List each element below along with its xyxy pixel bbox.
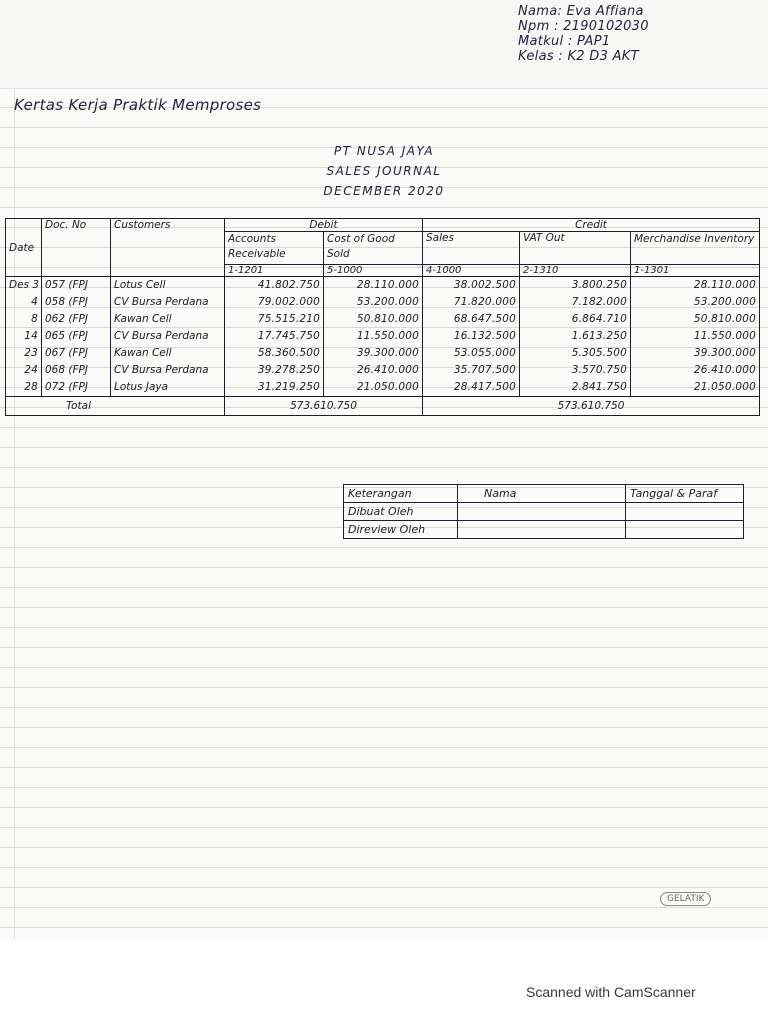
cell-sales: 71.820.000 (423, 294, 520, 311)
approval-header-name: Nama (458, 485, 626, 503)
student-class: Kelas : K2 D3 AKT (518, 49, 639, 64)
cell-doc: 068 (FPJ (42, 362, 111, 379)
approval-made-by-name (458, 503, 626, 521)
page-header-area (0, 0, 768, 89)
approval-table (343, 484, 744, 539)
cell-inventory: 21.050.000 (631, 379, 760, 397)
worksheet-title: Kertas Kerja Praktik Memproses (14, 96, 262, 114)
cell-date: 8 (6, 311, 42, 328)
cell-customer: Lotus Jaya (111, 379, 225, 397)
cell-vat: 6.864.710 (520, 311, 631, 328)
cell-doc: 057 (FPJ (42, 277, 111, 295)
cell-ar: 39.278.250 (225, 362, 324, 379)
cell-inventory: 28.110.000 (631, 277, 760, 295)
student-info (518, 4, 649, 64)
header-vat-out: VAT Out (520, 232, 631, 265)
cell-sales: 16.132.500 (423, 328, 520, 345)
header-debit: Debit (225, 219, 423, 232)
table-row (6, 294, 760, 311)
cell-inventory: 11.550.000 (631, 328, 760, 345)
paper-brand-logo: GELATIK (660, 892, 711, 906)
approval-made-by: Dibuat Oleh (344, 503, 458, 521)
cell-inventory: 50.810.000 (631, 311, 760, 328)
cell-sales: 68.647.500 (423, 311, 520, 328)
cell-date: 24 (6, 362, 42, 379)
cell-date: 4 (6, 294, 42, 311)
cell-date: 23 (6, 345, 42, 362)
approval-reviewed-by-name (458, 521, 626, 539)
cell-sales: 53.055.000 (423, 345, 520, 362)
code-accounts-receivable: 1-1201 (225, 265, 324, 277)
cell-date: Des 3 (6, 277, 42, 295)
cell-inventory: 39.300.000 (631, 345, 760, 362)
table-row (6, 328, 760, 345)
code-merchandise-inventory: 1-1301 (631, 265, 760, 277)
approval-reviewed-by: Direview Oleh (344, 521, 458, 539)
cell-customer: CV Bursa Perdana (111, 294, 225, 311)
approval-header-description: Keterangan (344, 485, 458, 503)
header-accounts-receivable: Accounts Receivable (225, 232, 324, 265)
total-label: Total (6, 397, 225, 416)
cell-customer: Kawan Cell (111, 311, 225, 328)
approval-header-date-sign: Tanggal & Paraf (626, 485, 744, 503)
header-date: Date (6, 219, 42, 277)
table-row (6, 277, 760, 295)
cell-customer: Lotus Cell (111, 277, 225, 295)
header-customers: Customers (111, 219, 225, 277)
table-row (6, 362, 760, 379)
cell-vat: 7.182.000 (520, 294, 631, 311)
cell-cogs: 53.200.000 (324, 294, 423, 311)
approval-reviewed-by-sign (626, 521, 744, 539)
header-credit: Credit (423, 219, 760, 232)
cell-customer: CV Bursa Perdana (111, 328, 225, 345)
code-cogs: 5-1000 (324, 265, 423, 277)
cell-cogs: 11.550.000 (324, 328, 423, 345)
header-cogs: Cost of Good Sold (324, 232, 423, 265)
cell-cogs: 21.050.000 (324, 379, 423, 397)
cell-ar: 75.515.210 (225, 311, 324, 328)
journal-name: SALES JOURNAL (326, 164, 442, 178)
cell-date: 28 (6, 379, 42, 397)
cell-cogs: 28.110.000 (324, 277, 423, 295)
scan-watermark: Scanned with CamScanner (526, 984, 696, 1000)
company-name: PT NUSA JAYA (333, 144, 435, 158)
total-row (6, 397, 760, 416)
sales-journal-table (5, 218, 760, 416)
cell-customer: Kawan Cell (111, 345, 225, 362)
code-vat-out: 2-1310 (520, 265, 631, 277)
cell-doc: 065 (FPJ (42, 328, 111, 345)
cell-vat: 5.305.500 (520, 345, 631, 362)
cell-vat: 3.800.250 (520, 277, 631, 295)
cell-vat: 2.841.750 (520, 379, 631, 397)
cell-cogs: 39.300.000 (324, 345, 423, 362)
cell-cogs: 26.410.000 (324, 362, 423, 379)
student-npm: Npm : 2190102030 (518, 19, 649, 34)
code-sales: 4-1000 (423, 265, 520, 277)
cell-inventory: 53.200.000 (631, 294, 760, 311)
student-name: Nama: Eva Affiana (518, 4, 644, 19)
approval-made-by-sign (626, 503, 744, 521)
table-row (6, 345, 760, 362)
table-row (6, 311, 760, 328)
journal-period: DECEMBER 2020 (323, 184, 445, 198)
cell-doc: 072 (FPJ (42, 379, 111, 397)
cell-ar: 31.219.250 (225, 379, 324, 397)
cell-sales: 28.417.500 (423, 379, 520, 397)
header-sales: Sales (423, 232, 520, 265)
cell-ar: 58.360.500 (225, 345, 324, 362)
cell-doc: 067 (FPJ (42, 345, 111, 362)
cell-date: 14 (6, 328, 42, 345)
table-row (6, 379, 760, 397)
total-debit: 573.610.750 (225, 397, 423, 416)
cell-ar: 17.745.750 (225, 328, 324, 345)
cell-inventory: 26.410.000 (631, 362, 760, 379)
cell-cogs: 50.810.000 (324, 311, 423, 328)
cell-ar: 41.802.750 (225, 277, 324, 295)
cell-doc: 062 (FPJ (42, 311, 111, 328)
header-doc-no: Doc. No (42, 219, 111, 277)
cell-doc: 058 (FPJ (42, 294, 111, 311)
cell-vat: 3.570.750 (520, 362, 631, 379)
cell-customer: CV Bursa Perdana (111, 362, 225, 379)
cell-ar: 79.002.000 (225, 294, 324, 311)
cell-sales: 38.002.500 (423, 277, 520, 295)
total-credit: 573.610.750 (423, 397, 760, 416)
student-course: Matkul : PAP1 (518, 34, 611, 49)
cell-vat: 1.613.250 (520, 328, 631, 345)
margin-line (14, 88, 15, 940)
header-merchandise-inventory: Merchandise Inventory (631, 232, 760, 265)
cell-sales: 35.707.500 (423, 362, 520, 379)
